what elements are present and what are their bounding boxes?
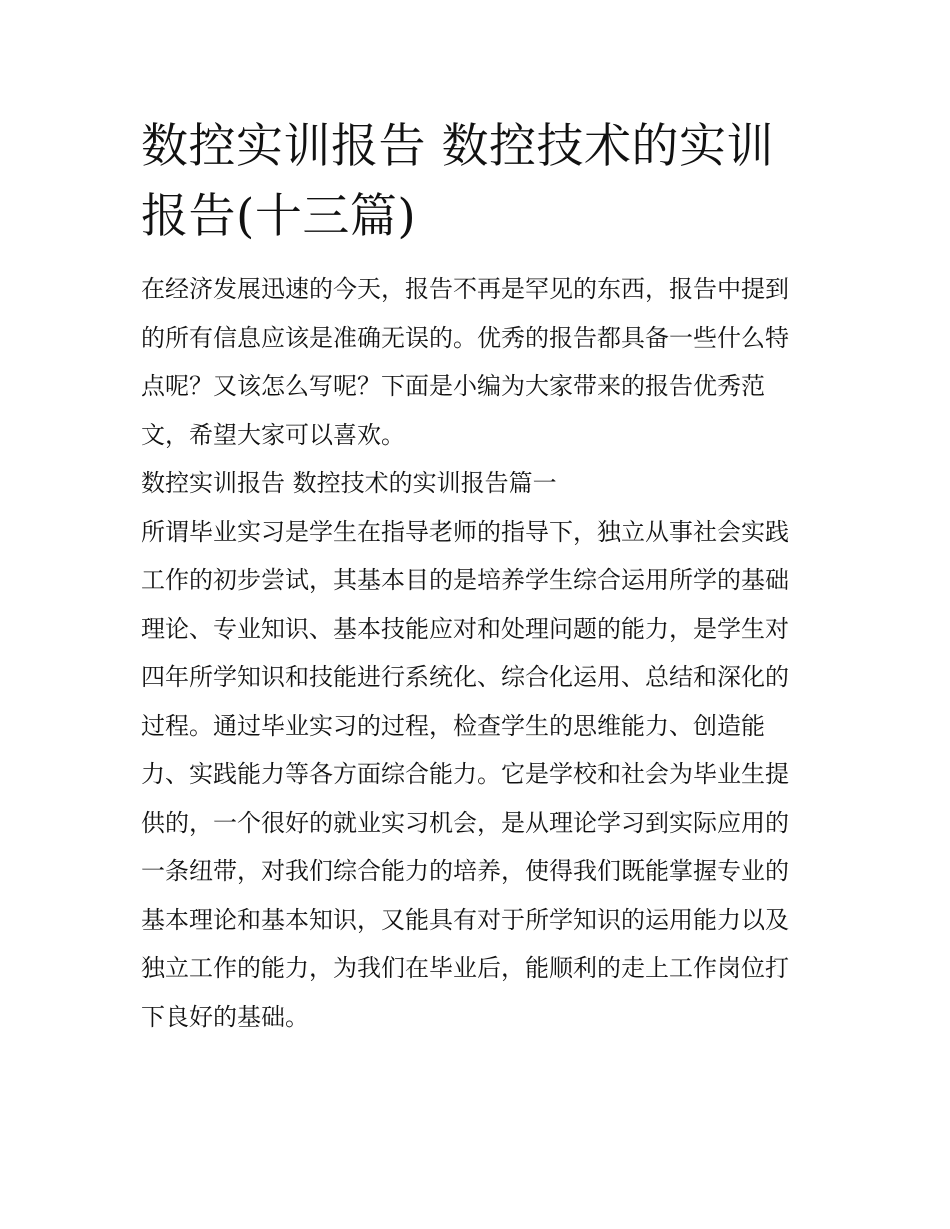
section-heading: 数控实训报告 数控技术的实训报告篇一 bbox=[141, 469, 557, 497]
paragraph-line: 工作的初步尝试，其基本目的是培养学生综合运用所学的基础 bbox=[141, 566, 789, 594]
paragraph-line: 所谓毕业实习是学生在指导老师的指导下，独立从事社会实践 bbox=[141, 517, 789, 546]
title-line: 数控实训报告 数控技术的实训 bbox=[141, 119, 774, 174]
intro-paragraph bbox=[141, 265, 809, 459]
paragraph-line: 点呢？又该怎么写呢？下面是小编为大家带来的报告优秀范 bbox=[141, 372, 765, 400]
title-line: 报告(十三篇) bbox=[141, 189, 417, 244]
paragraph-line: 供的，一个很好的就业实习机会，是从理论学习到实际应用的 bbox=[141, 808, 789, 837]
document-content bbox=[141, 112, 809, 1041]
paragraph-line: 在经济发展迅速的今天，报告不再是罕见的东西，报告中提到 bbox=[141, 275, 789, 303]
paragraph-line: 基本理论和基本知识，又能具有对于所学知识的运用能力以及 bbox=[141, 905, 789, 934]
paragraph-line: 理论、专业知识、基本技能应对和处理问题的能力，是学生对 bbox=[141, 614, 789, 643]
paragraph-line: 一条纽带，对我们综合能力的培养，使得我们既能掌握专业的 bbox=[141, 857, 789, 885]
paragraph-line: 过程。通过毕业实习的过程，检查学生的思维能力、创造能 bbox=[141, 711, 765, 740]
paragraph-line: 下良好的基础。 bbox=[141, 1002, 309, 1031]
paragraph-line: 四年所学知识和技能进行系统化、综合化运用、总结和深化的 bbox=[141, 663, 789, 691]
paragraph-line: 文，希望大家可以喜欢。 bbox=[141, 420, 405, 449]
paragraph-line: 力、实践能力等各方面综合能力。它是学校和社会为毕业生提 bbox=[141, 760, 789, 788]
body-paragraph bbox=[141, 508, 809, 1042]
document-title bbox=[141, 112, 809, 252]
paragraph-line: 的所有信息应该是准确无误的。优秀的报告都具备一些什么特 bbox=[141, 323, 789, 352]
paragraph-line: 独立工作的能力，为我们在毕业后，能顺利的走上工作岗位打 bbox=[141, 954, 789, 982]
